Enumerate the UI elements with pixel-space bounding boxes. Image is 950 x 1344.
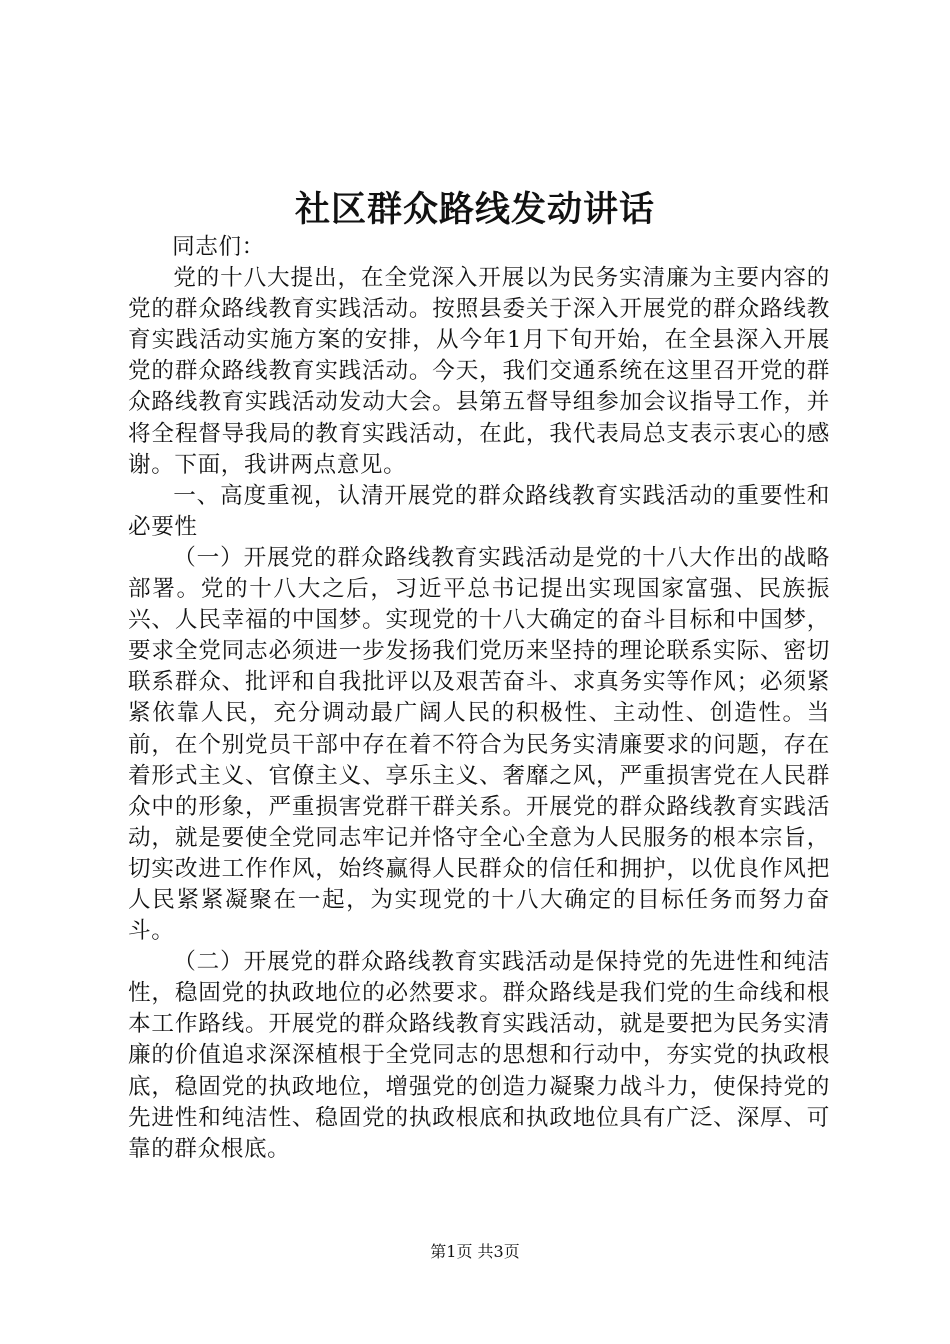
page-footer: 第1页 共3页 [430,1242,520,1261]
section-heading-1: 一、高度重视，认清开展党的群众路线教育实践活动的重要性和必要性 [128,482,830,540]
paragraph-intro: 党的十八大提出，在全党深入开展以为民务实清廉为主要内容的党的群众路线教育实践活动。按照县委关于深入开展党的群众路线教育实践活动实施方案的安排，从今年1月下旬开始，在全县深入开展党的群众路线教育实践活动。今天，我们交通系统在这里召开党的群众路线教育实践活动发动大会。县第五督导组参加会议指导工作，并将全程督导我局的教育实践活动，在此，我代表局总支表示衷心的感谢。下面，我讲两点意见。 [128,265,830,478]
document-title: 社区群众路线发动讲话 [294,189,655,230]
salutation: 同志们： [172,234,265,260]
paragraph-subsection-2: （二）开展党的群众路线教育实践活动是保持党的先进性和纯洁性，稳固党的执政地位的必然要求。群众路线是我们党的生命线和根本工作路线。开展党的群众路线教育实践活动，就是要把为民务实清廉的价值追求深深植根于全党同志的思想和行动中，夯实党的执政根底，稳固党的执政地位，增强党的创造力凝聚力战斗力，使保持党的先进性和纯洁性、稳固党的执政根底和执政地位具有广泛、深厚、可靠的群众根底。 [128,949,830,1162]
document-body [128,232,830,1165]
paragraph-subsection-1: （一）开展党的群众路线教育实践活动是党的十八大作出的战略部署。党的十八大之后，习近平总书记提出实现国家富强、民族振兴、人民幸福的中国梦。实现党的十八大确定的奋斗目标和中国梦，要求全党同志必须进一步发扬我们党历来坚持的理论联系实际、密切联系群众、批评和自我批评以及艰苦奋斗、求真务实等作风；必须紧紧依靠人民，充分调动最广阔人民的积极性、主动性、创造性。当前，在个别党员干部中存在着不符合为民务实清廉要求的问题，存在着形式主义、官僚主义、享乐主义、奢靡之风，严重损害党在人民群众中的形象，严重损害党群干群关系。开展党的群众路线教育实践活动，就是要使全党同志牢记并恪守全心全意为人民服务的根本宗旨，切实改进工作作风，始终赢得人民群众的信任和拥护，以优良作风把人民紧紧凝聚在一起，为实现党的十八大确定的目标任务而努力奋斗。 [128,544,830,945]
